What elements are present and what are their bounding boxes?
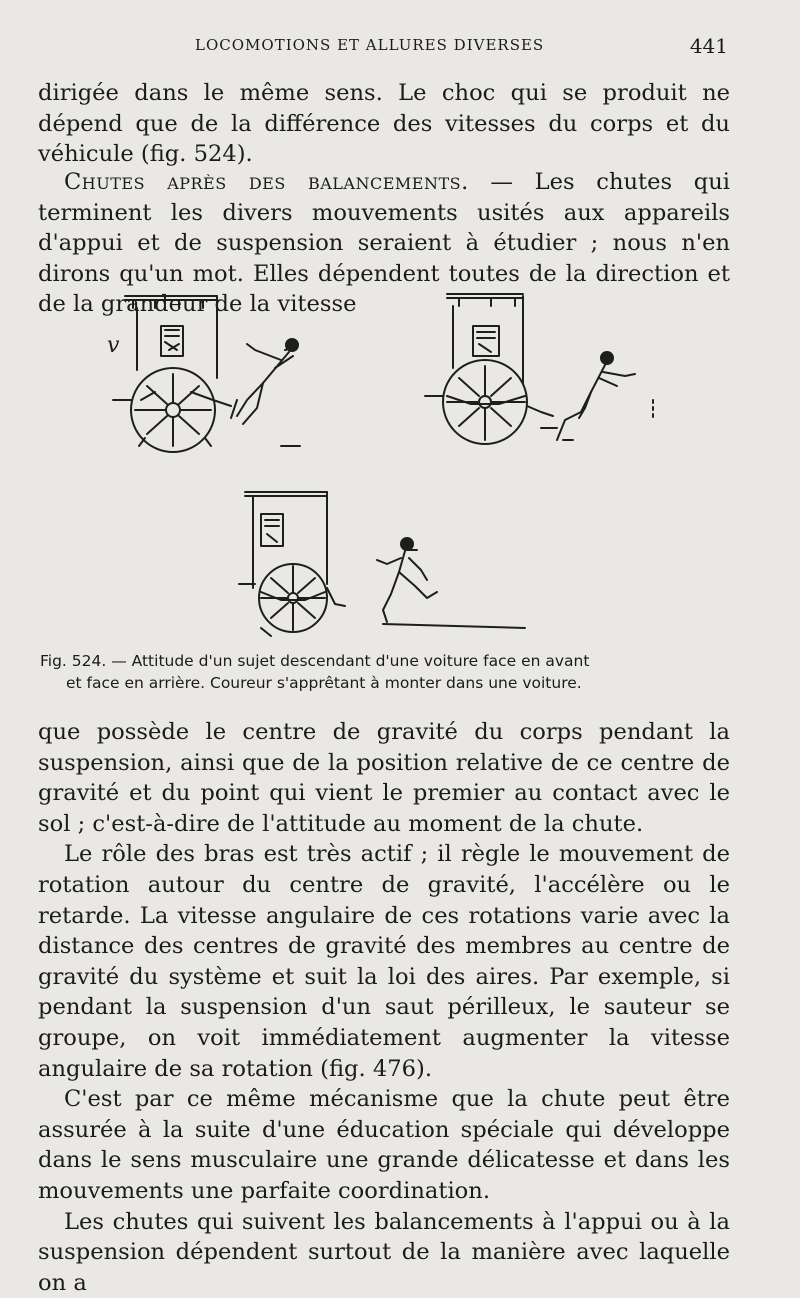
carriage-1-drawing [113,296,300,452]
figure-524-illustration [95,288,675,638]
paragraph-2-text: — Les chutes qui terminent les divers mouvements usités aux appareils d'appui et de suspension seraient à étudier ; nous n'en dirons qu'un mot. Elles dépendent toutes de la direction et de la grandeur de la vitesse [38,169,730,317]
figure-caption [40,650,730,694]
paragraph-5-text: C'est par ce même mécanisme que la chute peut être assurée à la suite d'une éducation spéciale qui développe dans le sens musculaire une grande délicatesse et dans les mouvements une parfaite coordination. [38,1084,730,1206]
paragraph-4-text: Le rôle des bras est très actif ; il règle le mouvement de rotation autour du centre de gravité, l'accélère ou le retarde. La vitesse angulaire de ces rotations varie avec la distance des centres de gravité des membres au centre de gravité du système et suit la loi des aires. Par exemple, si pendant la suspension d'un saut périlleux, le sauteur se groupe, on voit immédiatement augmenter la vitesse angulaire de sa rotation (fig. 476). [38,839,730,1084]
caption-line-2: et face en arrière. Coureur s'apprêtant à monter dans une voiture. [40,672,730,694]
velocity-label: v [107,333,120,358]
paragraph-1-text: dirigée dans le même sens. Le choc qui se produit ne dépend que de la différence des vitesses du corps et du véhicule (fig. 524). [38,78,730,170]
body-text [38,717,730,1298]
paragraph-3-text: que possède le centre de gravité du corps pendant la suspension, ainsi que de la position relative de ce centre de gravité et du point qui vient le premier au contact avec le sol ; c'est-à-dire de l'attitude au moment de la chute. [38,717,730,839]
caption-line-1: Fig. 524. — Attitude d'un sujet descendant d'une voiture face en avant [40,650,730,672]
section-heading: Chutes après des balancements. [64,169,469,195]
page-number: 441 [690,34,728,58]
paragraph-6-text: Les chutes qui suivent les balancements à l'appui ou à la suspension dépendent surtout de la manière avec laquelle on a [38,1207,730,1298]
page-header [40,34,730,58]
carriage-2-drawing [425,294,653,444]
paragraph-1 [38,78,730,170]
carriage-3-drawing [239,492,525,636]
running-title: LOCOMOTIONS ET ALLURES DIVERSES [195,36,544,54]
